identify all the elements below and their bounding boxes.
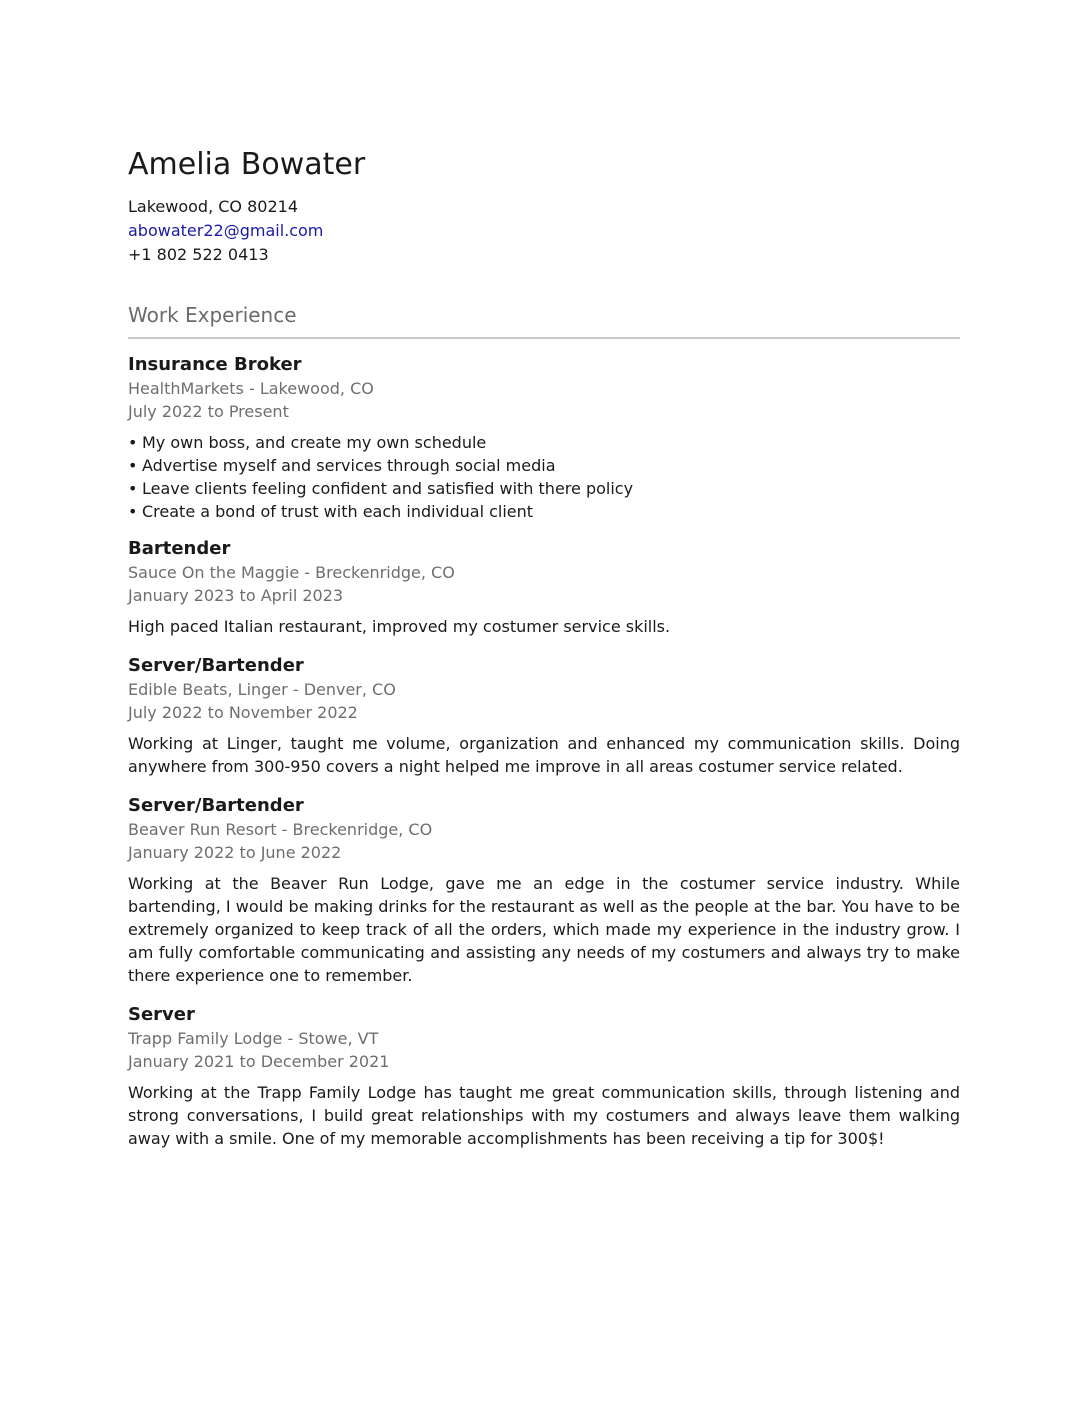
bullet-dot-icon: • <box>128 502 138 521</box>
job-company: HealthMarkets <box>128 379 244 398</box>
job-dates: July 2022 to November 2022 <box>128 703 358 722</box>
job-title: Server <box>128 1004 195 1025</box>
bullet-text: My own boss, and create my own schedule <box>142 433 487 452</box>
phone-text: +1 802 522 0413 <box>128 245 269 264</box>
job-company-line: Trapp Family Lodge - Stowe, VT <box>128 1029 379 1048</box>
bullet-text: Advertise myself and services through social media <box>142 456 556 475</box>
job-entry <box>128 353 960 523</box>
bullet-dot-icon: • <box>128 433 138 452</box>
job-company: Beaver Run Resort <box>128 820 277 839</box>
job-title: Server/Bartender <box>128 795 304 816</box>
job-company-line: Beaver Run Resort - Breckenridge, CO <box>128 820 433 839</box>
candidate-name: Amelia Bowater <box>128 147 366 182</box>
job-location: Breckenridge, CO <box>292 820 433 839</box>
job-description: High paced Italian restaurant, improved my costumer service skills. <box>128 617 671 636</box>
job-dates: July 2022 to Present <box>128 402 289 421</box>
job-location: Denver, CO <box>303 680 396 699</box>
job-company: Sauce On the Maggie <box>128 563 300 582</box>
job-company-line: Edible Beats, Linger - Denver, CO <box>128 680 396 699</box>
job-description: Working at the Beaver Run Lodge, gave me an edge in the costumer service industry. While bartending, I would be making drinks for the restaurant as well as the people at the bar. You have to be extremely organized to keep track of all the orders, which made my experience in the industry grow. I am fully comfortable communicating and assisting any needs of my costumers and always try to make there experience one to remember. <box>128 874 960 985</box>
job-entry <box>128 1003 960 1150</box>
job-title: Bartender <box>128 538 231 559</box>
list-item <box>128 431 960 454</box>
bullet-dot-icon: • <box>128 456 138 475</box>
bullet-text: Leave clients feeling confident and satisfied with there policy <box>142 479 634 498</box>
job-location: Breckenridge, CO <box>315 563 455 582</box>
bullet-dot-icon: • <box>128 479 138 498</box>
job-title: Insurance Broker <box>128 354 302 375</box>
section-title-work-experience: Work Experience <box>128 303 297 327</box>
job-company-line: HealthMarkets - Lakewood, CO <box>128 379 374 398</box>
job-company: Edible Beats, Linger <box>128 680 288 699</box>
job-entry <box>128 654 960 778</box>
job-dates: January 2021 to December 2021 <box>128 1052 390 1071</box>
job-company-line: Sauce On the Maggie - Breckenridge, CO <box>128 563 455 582</box>
job-title: Server/Bartender <box>128 655 304 676</box>
job-location: Lakewood, CO <box>259 379 374 398</box>
email-link[interactable]: abowater22@gmail.com <box>128 221 324 240</box>
job-description: Working at Linger, taught me volume, organization and enhanced my communication skills. Doing anywhere from 300-950 covers a night helped me improve in all areas costumer service related. <box>128 734 960 776</box>
job-entry <box>128 537 960 638</box>
section-divider <box>128 337 960 339</box>
job-company: Trapp Family Lodge <box>128 1029 283 1048</box>
list-item <box>128 454 960 477</box>
job-dates: January 2022 to June 2022 <box>128 843 342 862</box>
list-item <box>128 477 960 500</box>
bullet-text: Create a bond of trust with each individual client <box>142 502 534 521</box>
list-item <box>128 500 960 523</box>
job-bullet-list <box>128 431 960 523</box>
job-description: Working at the Trapp Family Lodge has taught me great communication skills, through listening and strong conversations, I build great relationships with my costumers and always leave them walking away with a smile. One of my memorable accomplishments has been receiving a tip for 300$! <box>128 1083 960 1148</box>
job-location: Stowe, VT <box>298 1029 379 1048</box>
job-dates: January 2023 to April 2023 <box>128 586 344 605</box>
location-text: Lakewood, CO 80214 <box>128 197 298 216</box>
job-entry <box>128 794 960 987</box>
resume-page <box>128 145 960 1166</box>
